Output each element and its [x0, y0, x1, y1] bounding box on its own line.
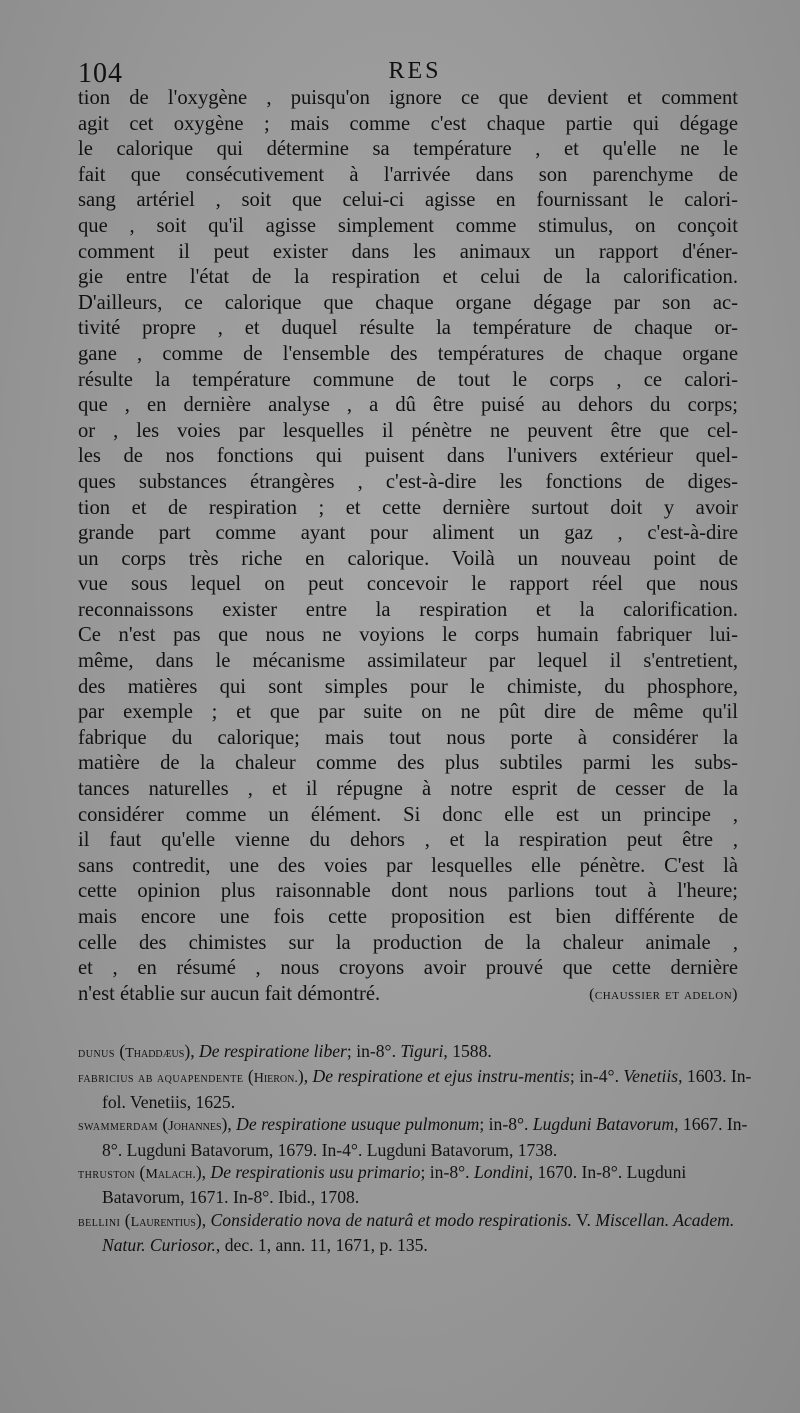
text-line: sang artériel , soit que celui-ci agisse en fournissant le calori-: [78, 189, 738, 212]
text-line: par exemple ; et que par suite on ne pût dire de même qu'il: [78, 701, 738, 724]
bibliography: [78, 1040, 758, 1257]
entry-year: , 1588.: [443, 1041, 492, 1061]
text-line: agit cet oxygène ; mais comme c'est chaque partie qui dégage: [78, 112, 738, 135]
entry-year: , 1603. In-fol. Venetiis, 1625.: [102, 1066, 752, 1112]
text-line: sans contredit, une des voies par lesquelles elle pénètre. C'est là: [78, 854, 738, 877]
entry-format: ; in-4°.: [569, 1066, 624, 1087]
bibliography-entry: fabricius ab aquapendente (Hieron.), De respiratione et ejus instru-mentis; in-4°. Venetiis, 1603. In-fol. Venetiis, 1625.: [78, 1066, 752, 1112]
text-line: reconnaissons exister entre la respiration et la calorification.: [78, 598, 738, 621]
text-line: mais encore une fois cette proposition est bien différente de: [78, 906, 738, 928]
text-line: et , en résumé , nous croyons avoir prouvé que cette dernière: [78, 957, 738, 980]
text-line: tivité propre , et duquel résulte la température de chaque or-: [78, 317, 738, 340]
text-line: que , en dernière analyse , a dû être puisé au dehors du corps;: [78, 394, 738, 417]
text-line: tion et de respiration ; et cette dernière surtout doit y avoir: [78, 496, 738, 519]
entry-title: De respiratione et ejus instru-mentis: [312, 1066, 570, 1087]
entry-first-name: Laurentius: [130, 1214, 196, 1230]
text-line: cette opinion plus raisonnable dont nous parlions tout à l'heure;: [78, 880, 738, 903]
entry-title: De respiratione liber: [199, 1041, 347, 1061]
text-line: le calorique qui détermine sa température , et qu'elle ne le: [78, 138, 738, 161]
bibliography-entry: bellini (Laurentius), Consideratio nova de naturâ et modo respirationis. V. Miscellan. Academ. Natur. Curiosor., dec. 1, ann. 11, 1671, p. 135.: [78, 1209, 735, 1256]
text-line: vue sous lequel on peut concevoir le rapport réel que nous: [78, 573, 738, 596]
text-line: fait que consécutivement à l'arrivée dans son parenchyme de: [78, 163, 738, 186]
text-line: résulte la température commune de tout le corps , ce calori-: [78, 368, 738, 391]
text-line: tion de l'oxygène , puisqu'on ignore ce que devient et comment: [78, 87, 738, 109]
text-line: tances naturelles , et il répugne à notre esprit de cesser de la: [78, 778, 738, 801]
bibliography-entry: thruston (Malach.), De respirationis usu primario; in-8°. Londini, 1670. In-8°. Lugduni Batavorum, 1671. In-8°. Ibid., 1708.: [78, 1162, 687, 1208]
entry-title: Consideratio nova de naturâ et modo respirationis.: [210, 1209, 573, 1230]
entry-first-name: Thaddæus: [125, 1046, 185, 1061]
entry-year: , 1667. In-8°. Lugduni Batavorum, 1679. In-4°. Lugduni Batavorum, 1738.: [102, 1114, 748, 1160]
entry-first-name: Hieron.: [253, 1071, 298, 1087]
text-line: un corps très riche en calorique. Voilà un nouveau point de: [78, 547, 738, 570]
entry-place: Lugduni Batavorum: [532, 1114, 675, 1135]
entry-place: Venetiis: [623, 1066, 679, 1087]
text-line: D'ailleurs, ce calorique que chaque organe dégage par son ac-: [78, 291, 738, 314]
entry-author: thruston: [78, 1167, 136, 1183]
text-line: or , les voies par lesquelles il pénètre ne peuvent être que cel-: [78, 419, 738, 442]
entry-title: De respiratione usuque pulmonum: [236, 1114, 480, 1135]
entry-author: dunus: [78, 1046, 115, 1061]
main-text: [78, 86, 738, 1007]
entry-format: ; in-8°.: [420, 1162, 474, 1183]
text-line: grande part comme ayant pour aliment un gaz , c'est-à-dire: [78, 522, 738, 545]
entry-place: Londini: [473, 1162, 529, 1183]
author-signature: (chaussier et adelon): [589, 985, 738, 1003]
text-line: ques substances étrangères , c'est-à-dire les fonctions de diges-: [78, 470, 738, 493]
text-line: gane , comme de l'ensemble des températures de chaque organe: [78, 342, 738, 365]
text-line: même, dans le mécanisme assimilateur par lequel il s'entretient,: [78, 650, 738, 673]
text-line: matière de la chaleur comme des plus subtiles parmi les subs-: [78, 752, 738, 775]
entry-year: , dec. 1, ann. 11, 1671, p. 135.: [215, 1235, 428, 1256]
running-head: RES: [388, 58, 442, 84]
text-line: considérer comme un élément. Si donc elle est un principe ,: [78, 803, 738, 826]
text-line-last: [78, 982, 738, 1008]
entry-place: Tiguri: [400, 1041, 444, 1061]
entry-author: swammerdam: [78, 1119, 159, 1135]
text-line: il faut qu'elle vienne du dehors , et la respiration peut être ,: [78, 829, 738, 852]
entry-format: V.: [572, 1209, 596, 1230]
text-line: fabrique du calorique; mais tout nous porte à considérer la: [78, 726, 738, 749]
page-number: 104: [78, 58, 123, 89]
text-line: gie entre l'état de la respiration et celui de la calorification.: [78, 266, 738, 289]
text-line: celle des chimistes sur la production de la chaleur animale ,: [78, 931, 738, 954]
text-line: Ce n'est pas que nous ne voyions le corps humain fabriquer lui-: [78, 624, 738, 647]
text-line: que , soit qu'il agisse simplement comme stimulus, on conçoit: [78, 214, 738, 237]
entry-first-name: Johannes: [168, 1119, 222, 1135]
text-line: les de nos fonctions qui puisent dans l'univers extérieur quel-: [78, 445, 738, 468]
bibliography-entry: swammerdam (Johannes), De respiratione usuque pulmonum; in-8°. Lugduni Batavorum, 1667. In-8°. Lugduni Batavorum, 1679. In-4°. Lugduni Batavorum, 1738.: [78, 1114, 748, 1160]
entry-title: De respirationis usu primario: [210, 1162, 421, 1183]
entry-place: Miscellan. Academ. Natur. Curiosor.: [102, 1209, 735, 1256]
entry-format: ; in-8°.: [479, 1114, 533, 1135]
last-line-text: n'est établie sur aucun fait démontré.: [78, 982, 381, 1005]
entry-format: ; in-8°.: [346, 1041, 401, 1061]
text-line: comment il peut exister dans les animaux un rapport d'éner-: [78, 240, 738, 263]
entry-first-name: Malach.: [145, 1167, 196, 1183]
entry-year: , 1670. In-8°. Lugduni Batavorum, 1671. In-8°. Ibid., 1708.: [102, 1162, 687, 1208]
text-line: des matières qui sont simples pour le chimiste, du phosphore,: [78, 675, 738, 698]
entry-author: bellini: [78, 1214, 121, 1230]
bibliography-entry: dunus (Thaddæus), De respiratione liber; in-8°. Tiguri, 1588.: [78, 1041, 492, 1061]
entry-author: fabricius ab aquapendente: [78, 1071, 244, 1087]
